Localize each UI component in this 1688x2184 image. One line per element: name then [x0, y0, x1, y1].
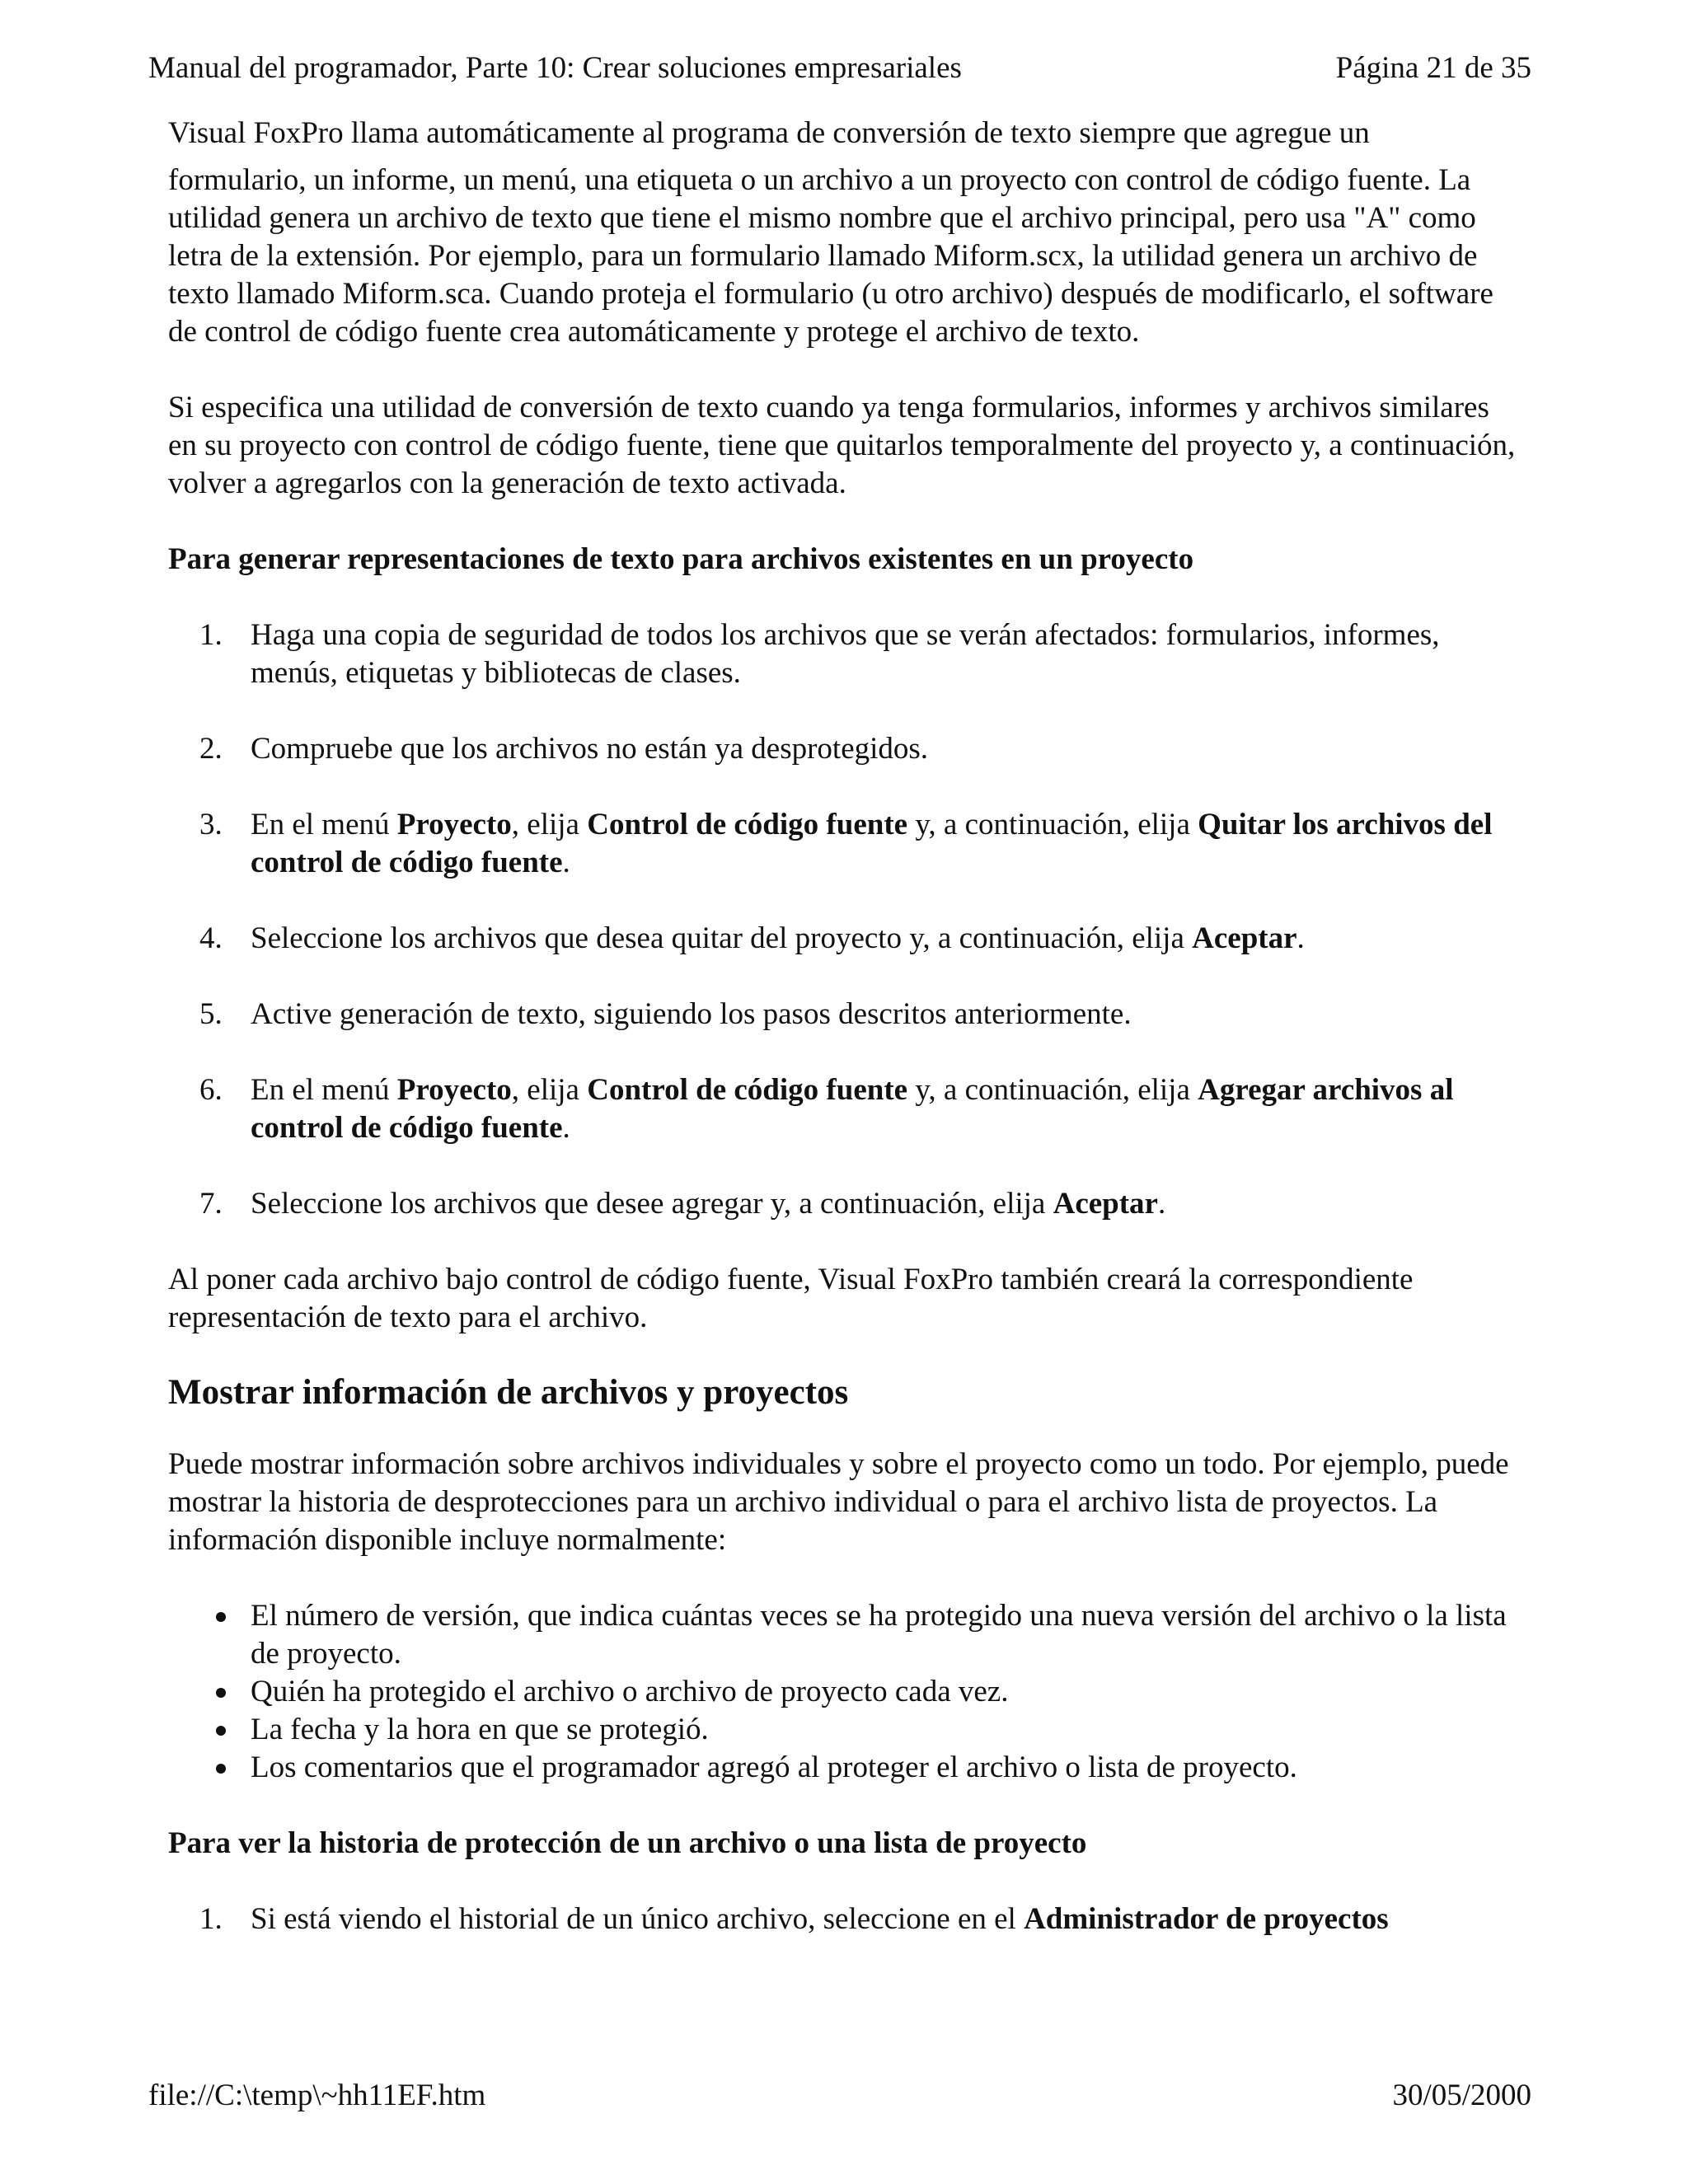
clipped-text-line — [168, 116, 1569, 153]
clipped-text: Visual FoxPro llama automáticamente al programa de conversión de texto siempre que agregue un — [168, 116, 1370, 150]
procedure-steps-2 — [168, 1900, 1520, 1938]
step-number: 1. — [199, 618, 223, 652]
procedure1-step — [168, 1071, 1520, 1147]
step-bold-text: Control de código fuente — [587, 808, 908, 841]
bullet-item — [168, 1597, 1520, 1673]
step-text: Seleccione los archivos que desee agregar y, a continuación, elija — [251, 1187, 1053, 1221]
document-body — [168, 162, 1520, 1938]
step-text: , elija — [511, 808, 588, 841]
page-header — [148, 48, 1531, 89]
procedure1-step — [168, 616, 1520, 692]
procedure1-step — [168, 730, 1520, 768]
bullet-text: La fecha y la hora en que se protegió. — [251, 1713, 709, 1746]
step-text: . — [1296, 921, 1305, 955]
step-text: Compruebe que los archivos no están ya desprotegidos. — [251, 732, 929, 766]
step-text: Haga una copia de seguridad de todos los archivos que se verán afectados: formularios, informes, menús, etiquetas y bibliotecas de clases. — [251, 618, 1440, 690]
procedure-heading-1: Para generar representaciones de texto para archivos existentes en un proyecto — [168, 542, 1194, 576]
procedure-steps-1 — [168, 616, 1520, 1223]
section-heading: Mostrar información de archivos y proyectos — [168, 1373, 849, 1412]
bullet-text: El número de versión, que indica cuántas veces se ha protegido una nueva versión del archivo o la lista de proyecto. — [251, 1599, 1507, 1671]
step-number: 1. — [199, 1902, 223, 1936]
page-footer — [148, 2075, 1531, 2116]
procedure2-step — [168, 1900, 1520, 1938]
bullet-dot-icon — [216, 1726, 226, 1736]
step-number: 3. — [199, 808, 223, 841]
step-text: y, a continuación, elija — [907, 808, 1198, 841]
step-text: y, a continuación, elija — [907, 1073, 1198, 1107]
procedure-closing-paragraph: Al poner cada archivo bajo control de código fuente, Visual FoxPro también creará la correspondiente representación de texto para el archivo. — [168, 1263, 1414, 1334]
bullet-text: Los comentarios que el programador agregó al proteger el archivo o lista de proyecto. — [251, 1750, 1297, 1784]
bullet-item — [168, 1711, 1520, 1749]
step-text: , elija — [511, 1073, 588, 1107]
bullet-dot-icon — [216, 1612, 226, 1622]
step-text: Si está viendo el historial de un único archivo, seleccione en el — [251, 1902, 1025, 1936]
section-paragraph: Puede mostrar información sobre archivos individuales y sobre el proyecto como un todo. Por ejemplo, puede mostrar la historia de desprotecciones para un archivo individual o para el archivo lista de proyectos. La información disponible incluye normalmente: — [168, 1447, 1509, 1557]
step-bold-text: Proyecto — [396, 808, 512, 841]
procedure1-step — [168, 996, 1520, 1033]
step-bold-text: Proyecto — [396, 1073, 512, 1107]
step-bold-text: Control de código fuente — [587, 1073, 908, 1107]
info-bullet-list — [168, 1597, 1520, 1787]
file-path: file://C:\temp\~hh11EF.htm — [148, 2079, 486, 2112]
step-bold-text: Aceptar — [1192, 921, 1297, 955]
step-number: 4. — [199, 921, 223, 955]
procedure1-step — [168, 806, 1520, 882]
procedure-heading-2: Para ver la historia de protección de un archivo o una lista de proyecto — [168, 1826, 1087, 1860]
step-number: 7. — [199, 1187, 223, 1221]
print-date: 30/05/2000 — [1392, 2079, 1531, 2112]
intro-paragraph-1: formulario, un informe, un menú, una etiqueta o un archivo a un proyecto con control de código fuente. La utilidad genera un archivo de texto que tiene el mismo nombre que el archivo principal, pero usa "A" como letra de la extensión. Por ejemplo, para un formulario llamado Miform.scx, la utilidad genera un archivo de texto llamado Miform.sca. Cuando proteja el formulario (u otro archivo) después de modificarlo, el software de control de código fuente crea automáticamente y protege el archivo de texto. — [168, 163, 1493, 349]
step-text: En el menú — [251, 808, 397, 841]
step-text: Active generación de texto, siguiendo los pasos descritos anteriormente. — [251, 997, 1132, 1031]
bullet-dot-icon — [216, 1764, 226, 1774]
intro-paragraph-2: Si especifica una utilidad de conversión de texto cuando ya tenga formularios, informes y archivos similares en su proyecto con control de código fuente, tiene que quitarlos temporalmente del proyecto y, a continuación, volver a agregarlos con la generación de texto activada. — [168, 391, 1516, 500]
step-bold-text: Administrador de proyectos — [1024, 1902, 1389, 1936]
step-text: . — [562, 1111, 570, 1145]
step-number: 5. — [199, 997, 223, 1031]
step-text: En el menú — [251, 1073, 397, 1107]
page-number: Página 21 de 35 — [1335, 51, 1531, 85]
step-number: 6. — [199, 1073, 223, 1107]
procedure1-step — [168, 1185, 1520, 1223]
step-bold-text: Quitar los archivos del control de código fuente — [251, 808, 1493, 879]
bullet-text: Quién ha protegido el archivo o archivo de proyecto cada vez. — [251, 1675, 1009, 1708]
document-title: Manual del programador, Parte 10: Crear soluciones empresariales — [148, 51, 962, 85]
step-text: . — [562, 846, 570, 879]
bullet-dot-icon — [216, 1688, 226, 1698]
procedure1-step — [168, 920, 1520, 958]
bullet-item — [168, 1749, 1520, 1787]
bullet-item — [168, 1673, 1520, 1711]
step-bold-text: Aceptar — [1053, 1187, 1158, 1221]
step-number: 2. — [199, 732, 223, 766]
step-text: . — [1157, 1187, 1166, 1221]
step-bold-text: Agregar archivos al control de código fuente — [251, 1073, 1454, 1145]
step-text: Seleccione los archivos que desea quitar del proyecto y, a continuación, elija — [251, 921, 1193, 955]
